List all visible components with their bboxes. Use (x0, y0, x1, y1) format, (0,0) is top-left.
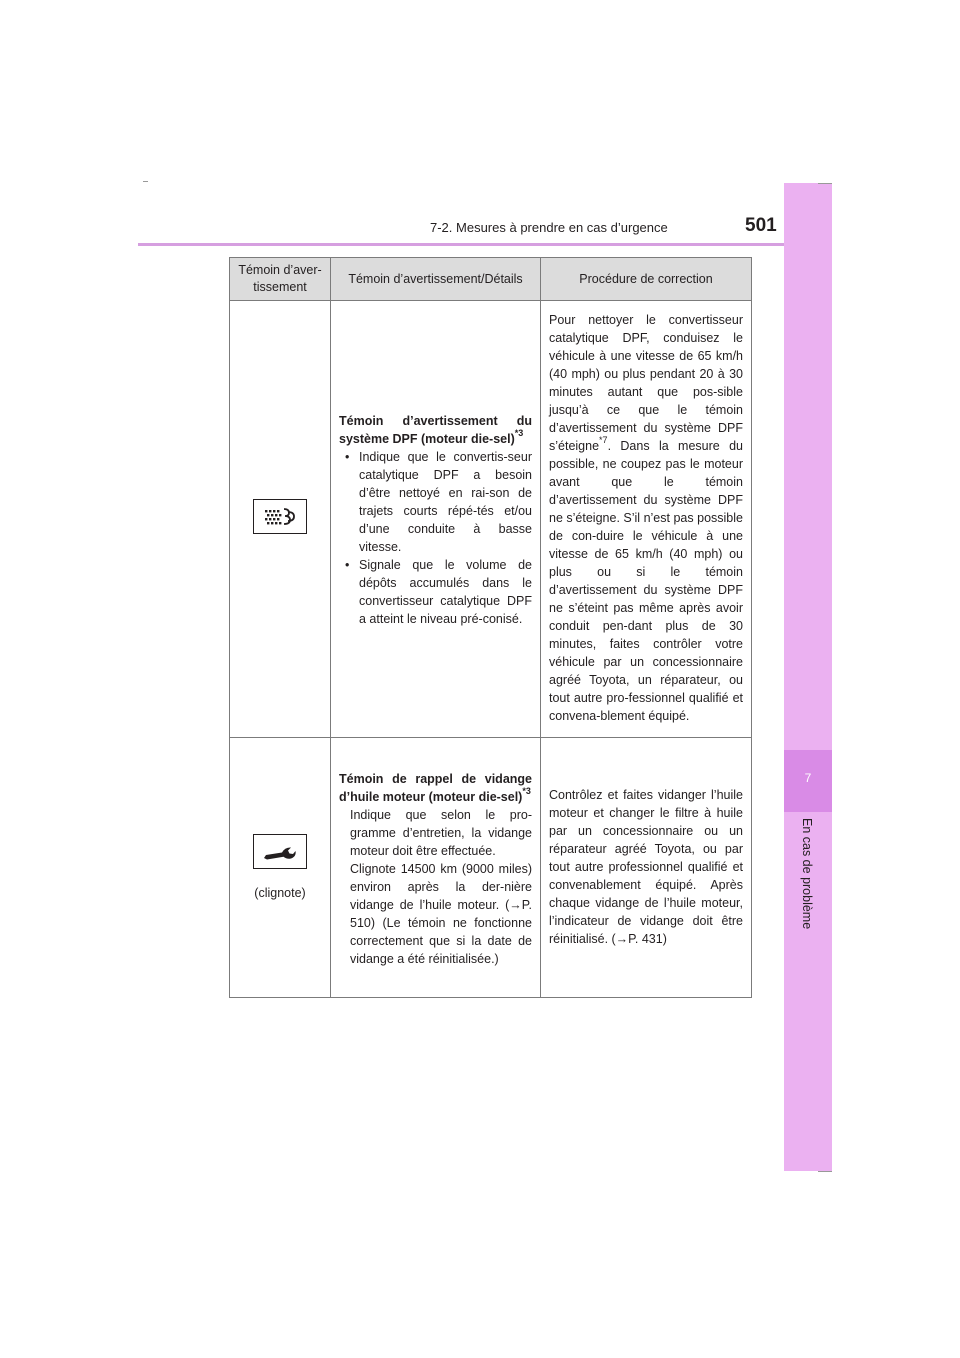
icon-cell (230, 738, 331, 998)
procedure-text-cont: . Dans la mesure du possible, ne coupez pas le moteur avant que le témoin d’avertissement du système DPF ne s’éteigne. S’il n’est pas possible de con-duire le véhicule à une vitesse de 65 km/h (40 mph) ou plus ou si le témoin d’avertissement du système DPF ne s’éteint pas même après avoir conduit pen-dant plus de 30 minutes, faites contrôler votre véhicule par un concessionnaire agréé Toyota, un réparateur, ou tout autre pro-fessionnel qualifié et convena-blement équipé. (549, 439, 743, 723)
footnote-ref: *3 (514, 428, 524, 438)
list-item: • Signale que le volume de dépôts accumulés dans le convertisseur catalytique DPF a atteint le niveau pré-conisé. (339, 556, 532, 628)
footnote-ref: *3 (522, 785, 531, 796)
footnote-ref: *7 (599, 435, 608, 445)
procedure-text: Pour nettoyer le convertisseur catalytique DPF, conduisez le véhicule à une vitesse de 65 km/h (40 mph) ou plus pendant 20 à 30 minutes autant que pos-sible jusqu’à ce que le témoin d’avertissement du système DPF s’éteigne (549, 313, 743, 453)
wrench-icon (253, 834, 307, 869)
chapter-side-tab (784, 183, 832, 1171)
list-item: • Indique que le convertis-seur catalytique DPF a besoin d’être nettoyé en rai-son de trajets courts répé-tés et/ou d’une conduite à basse vitesse. (339, 448, 532, 556)
details-cell (331, 301, 541, 738)
table-row (230, 738, 752, 998)
chapter-title: En cas de problème (800, 818, 814, 930)
chapter-number: 7 (804, 771, 812, 785)
detail-paragraph: Clignote 14500 km (9000 miles) environ après la der-nière vidange de l’huile moteur. (→P. 510) (Le témoin ne fonctionne correctement que si la date de vidange a été réinitialisée.) (350, 861, 532, 966)
crop-mark-top (818, 183, 832, 184)
section-title: 7-2. Mesures à prendre en cas d’urgence (430, 220, 668, 235)
warning-title: Témoin de rappel de vidange d’huile moteur (moteur die-sel)$^{*3}$ (339, 771, 532, 804)
details-cell (331, 738, 541, 998)
header-warning-light: Témoin d’aver-tissement (230, 258, 331, 301)
procedure-cell (541, 738, 752, 998)
header-rule (138, 243, 832, 246)
icon-cell (230, 301, 331, 738)
procedure-cell (541, 301, 752, 738)
dpf-warning-icon (253, 499, 307, 534)
crop-dash (143, 181, 148, 182)
details-list (339, 448, 532, 628)
icon-caption: (clignote) (254, 885, 306, 900)
header-details: Témoin d’avertissement/Détails (331, 258, 541, 301)
table-header-row (230, 258, 752, 301)
procedure-text: Contrôlez et faites vidanger l’huile moteur et changer le filtre à huile par un concessionnaire ou un réparateur agréé Toyota, ou par tout autre professionnel qualifié et convenablement équipé. Après chaque vidange de l’huile moteur, l’indicateur de vidange doit être réinitialisé. (→P. 431) (549, 787, 743, 946)
page-number: 501 (745, 215, 777, 236)
table-row (230, 301, 752, 738)
warning-title: Témoin d’avertissement du système DPF (moteur die-sel)$^{*3}$ (339, 414, 532, 446)
crop-mark-bottom (818, 1171, 832, 1172)
warning-light-table (229, 257, 752, 998)
detail-paragraph: Indique que selon le pro-gramme d’entretien, la vidange moteur doit être effectuée. (350, 807, 532, 858)
header-procedure: Procédure de correction (541, 258, 752, 301)
